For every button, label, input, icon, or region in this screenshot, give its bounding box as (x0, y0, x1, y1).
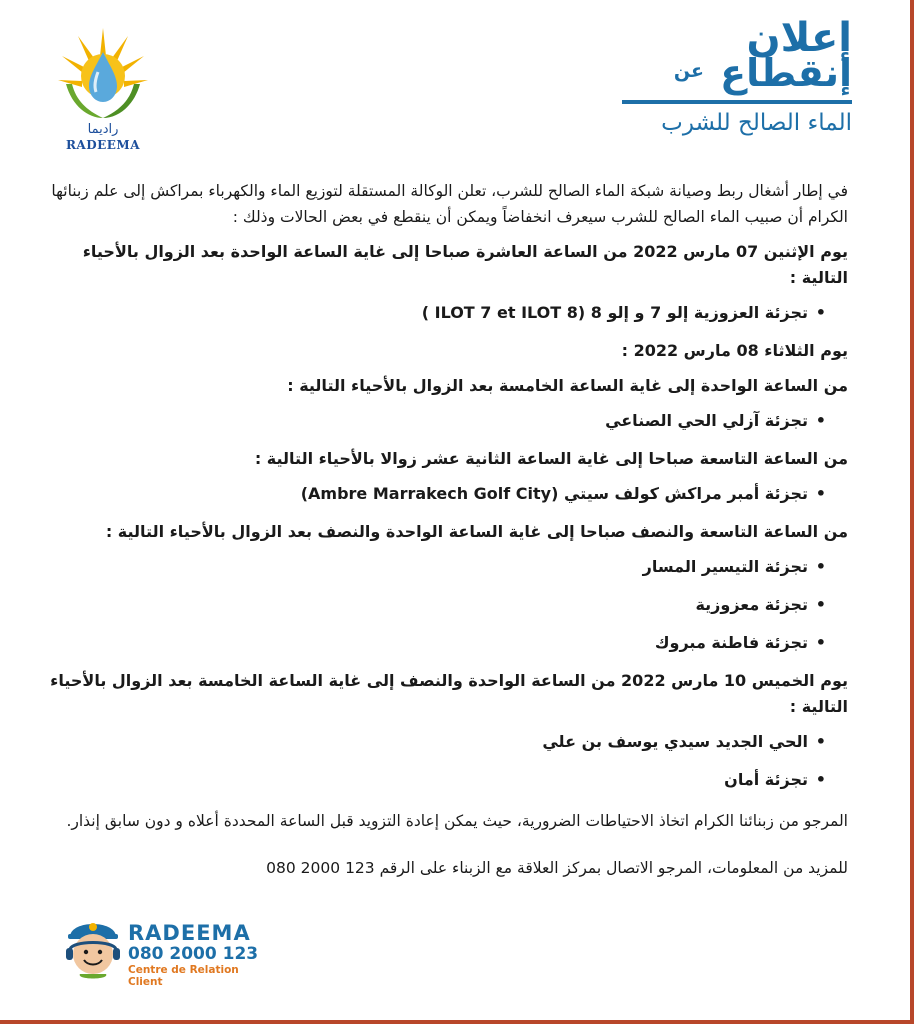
day2-slot3-list (48, 554, 848, 656)
contact-info: للمزيد من المعلومات، المرجو الاتصال بمركز العلاقة مع الزبناء على الرقم 123 2000 080 (266, 859, 848, 877)
sun-drop-logo-icon (58, 26, 148, 122)
closing-paragraph: المرجو من زبنائنا الكرام اتخاذ الاحتياطات الضرورية، حيث يمكن إعادة التزويد قبل الساعة المحددة أعلاه و دون سابق إنذار. (66, 812, 848, 830)
logo-arabic-text: راديما (87, 122, 119, 137)
brand-text (128, 922, 262, 988)
list-item: • تجزئة العزوزية إلو 7 و إلو 8 (ILOT 7 et ILOT 8 ) (48, 300, 848, 326)
day1-heading: يوم الإثنين 07 مارس 2022 من الساعة العاشرة صباحا إلى غاية الساعة الواحدة بعد الزوال بالأحياء التالية : (82, 242, 848, 287)
day2-heading: يوم الثلاثاء 08 مارس 2022 : (621, 341, 848, 360)
day2-slot1-list (48, 408, 848, 434)
list-item: • تجزئة أمان (48, 767, 848, 793)
list-item: • تجزئة التيسير المسار (48, 554, 848, 580)
title-interruption: إنقطاع (720, 51, 852, 95)
day3-list (48, 729, 848, 793)
day2-slot3-heading: من الساعة التاسعة والنصف صباحا إلى غاية الساعة الواحدة والنصف بعد الزوال بالأحياء التالية : (105, 522, 848, 541)
customer-center-logo (62, 914, 262, 988)
title-divider (622, 100, 852, 104)
brand-name: RADEEMA (128, 921, 251, 945)
list-item: • الحي الجديد سيدي يوسف بن علي (48, 729, 848, 755)
announcement-body (48, 178, 848, 881)
list-item: • تجزئة آزلي الحي الصناعي (48, 408, 848, 434)
radeema-logo (58, 26, 148, 156)
announcement-title (612, 15, 852, 138)
brand-phone: 080 2000 123 (128, 944, 259, 964)
list-item: • تجزئة أمبر مراكش كولف سيتي (Ambre Marrakech Golf City) (48, 481, 848, 507)
title-about: عن (673, 60, 704, 82)
day2-slot1-heading: من الساعة الواحدة إلى غاية الساعة الخامسة بعد الزوال بالأحياء التالية : (287, 376, 848, 395)
mascot-icon (62, 914, 124, 984)
list-item: • تجزئة فاطنة مبروك (48, 630, 848, 656)
title-announcement: إعلان (746, 15, 852, 61)
logo-latin-text: RADEEMA (65, 138, 141, 152)
intro-paragraph: في إطار أشغال ربط وصيانة شبكة الماء الصالح للشرب، تعلن الوكالة المستقلة لتوزيع الماء والكهرباء بمراكش إلى علم زبنائها الكرام أن صبيب الماء الصالح للشرب سيعرف انخفاضاً ويمكن أن ينقطع في بعض الحالات وذلك : (51, 182, 848, 226)
day2-slot2-list (48, 481, 848, 507)
day3-heading: يوم الخميس 10 مارس 2022 من الساعة الواحدة والنصف إلى غاية الساعة الخامسة بعد الزوال بالأحياء التالية : (50, 671, 848, 716)
day1-list (48, 300, 848, 326)
brand-subtitle: Centre de Relation Client (128, 964, 239, 988)
title-drinking-water: الماء الصالح للشرب (661, 110, 852, 136)
day2-slot2-heading: من الساعة التاسعة صباحا إلى غاية الساعة الثانية عشر زوالا بالأحياء التالية : (254, 449, 848, 468)
list-item: • تجزئة معزوزية (48, 592, 848, 618)
